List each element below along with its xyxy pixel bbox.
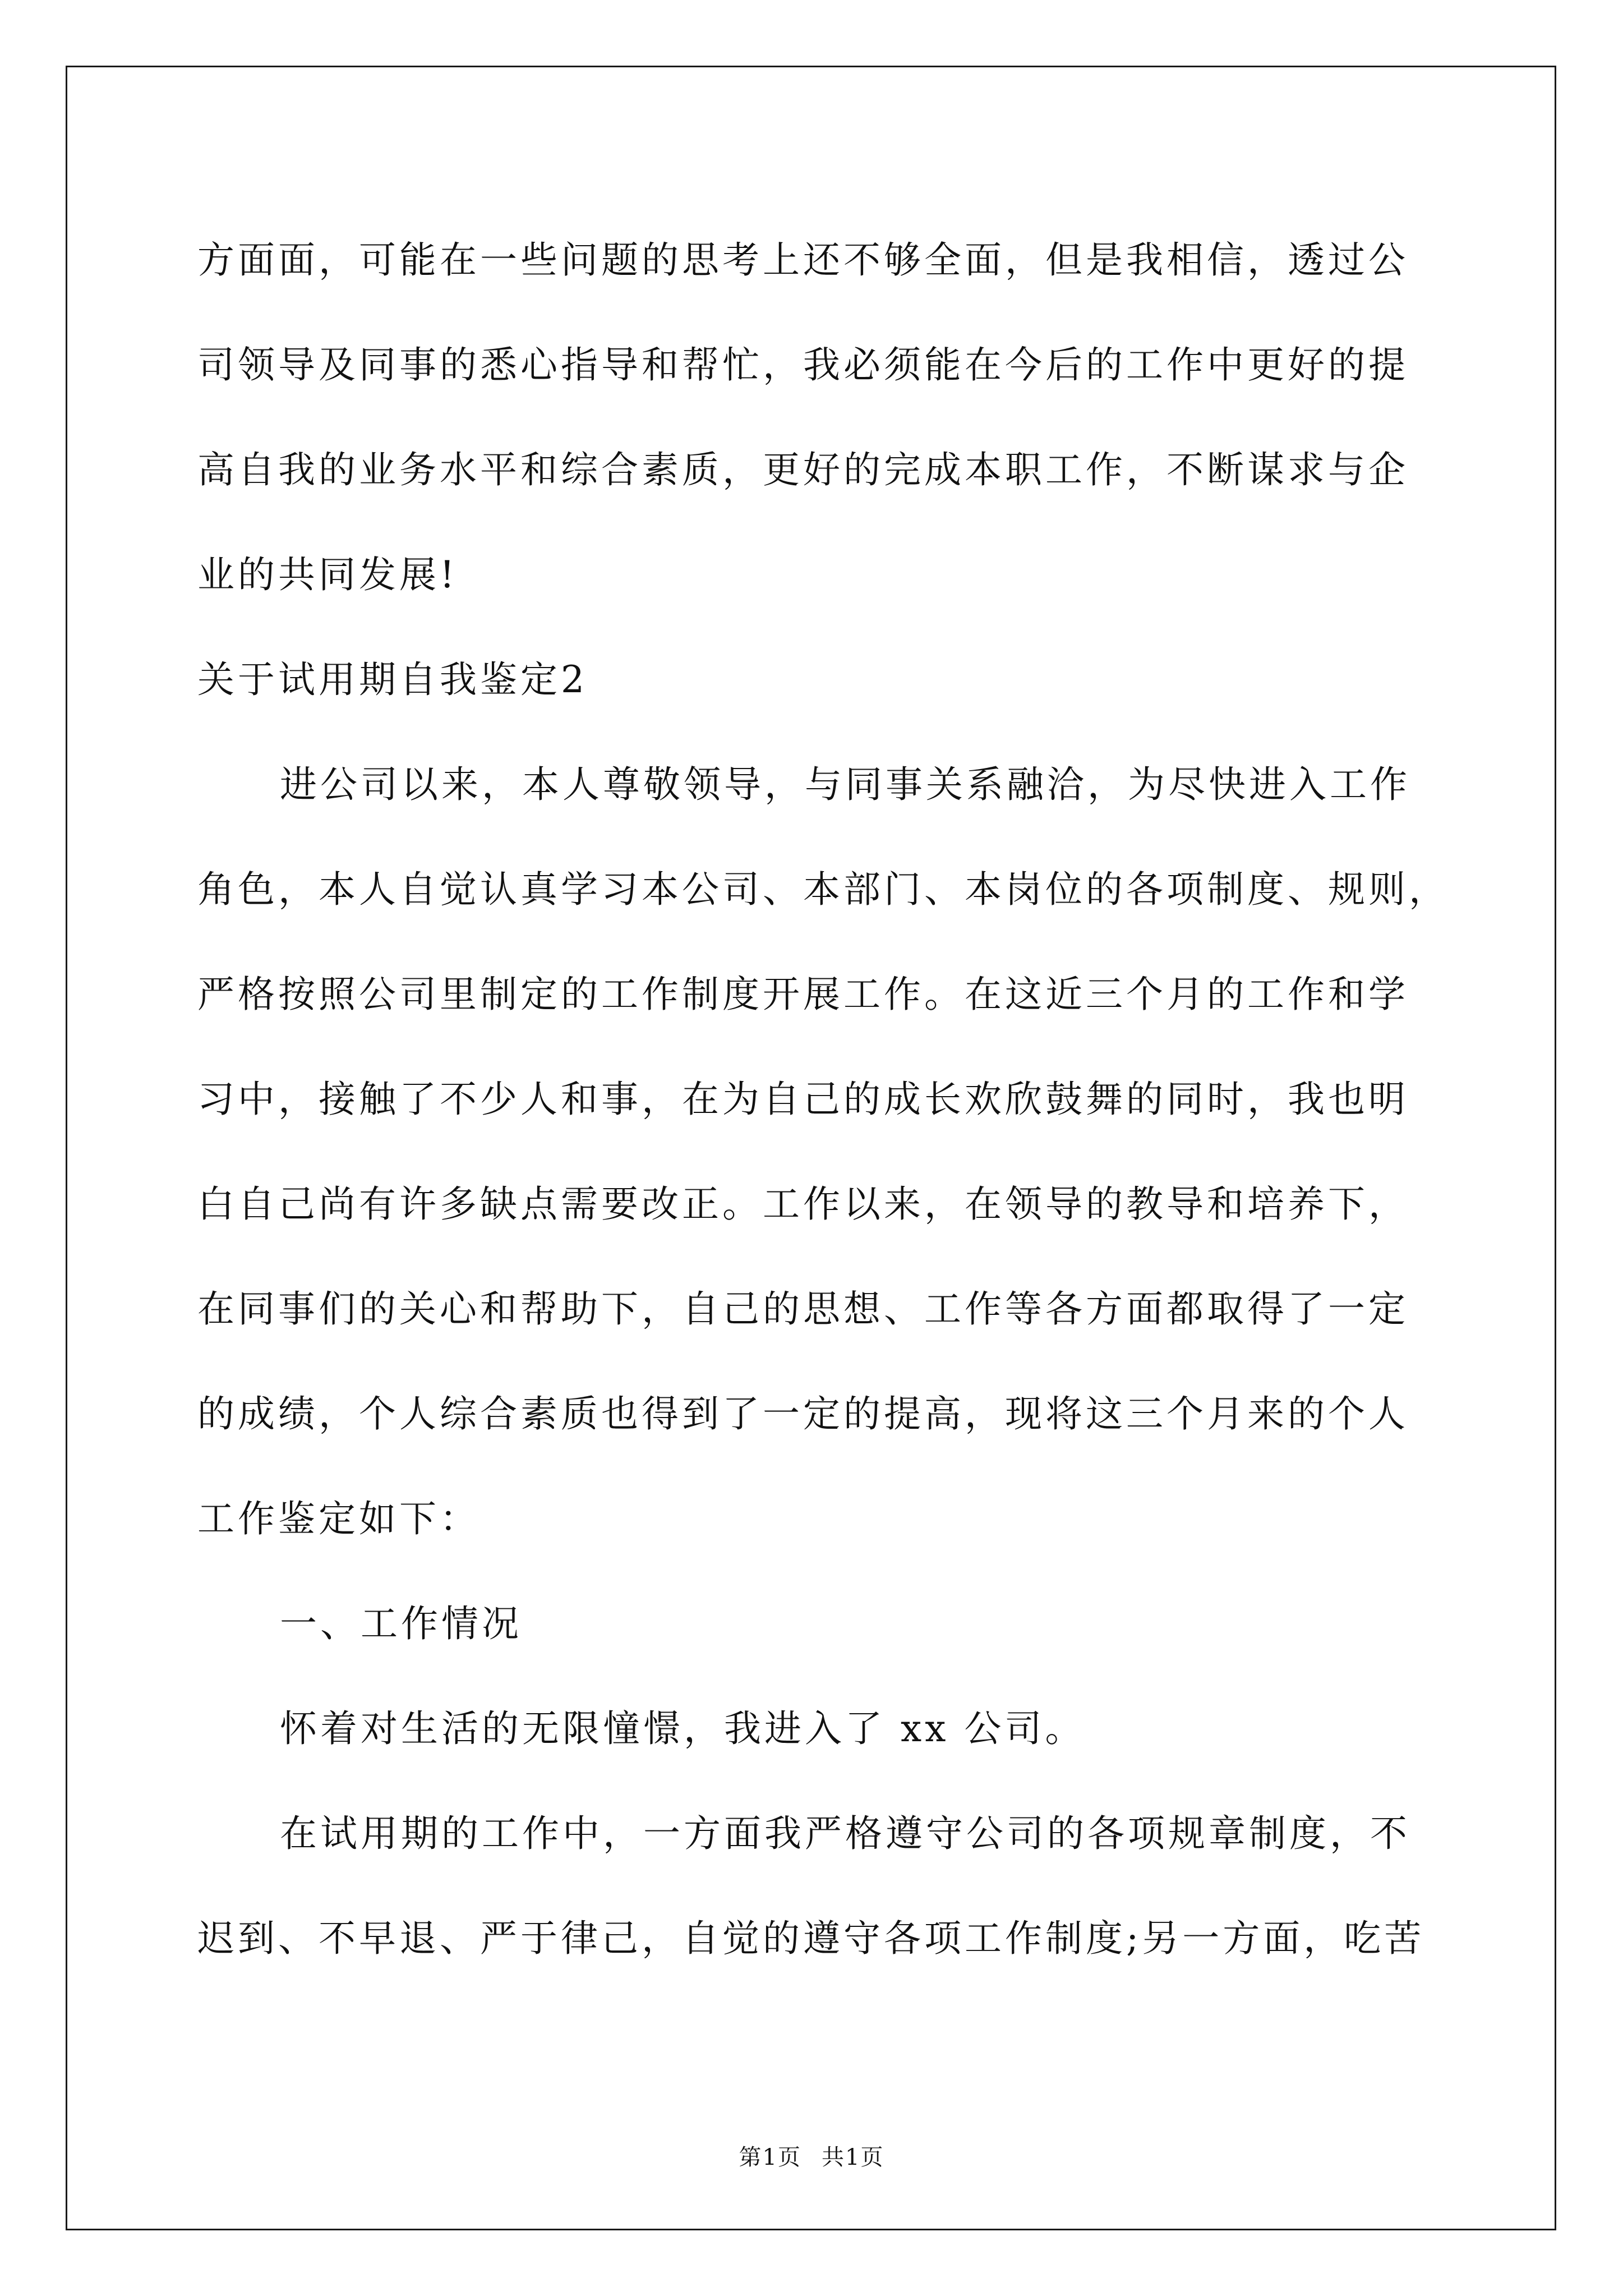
section-heading: 关于试用期自我鉴定2 xyxy=(197,658,588,701)
body-line: 习中，接触了不少人和事，在为自己的成长欢欣鼓舞的同时，我也明 xyxy=(197,1078,1409,1121)
body-line: 怀着对生活的无限憧憬，我进入了 xx 公司。 xyxy=(280,1707,1086,1750)
page-number-total: 共1页 xyxy=(822,2145,884,2170)
body-line: 角色，本人自觉认真学习本公司、本部门、本岗位的各项制度、规则， xyxy=(197,868,1449,911)
body-line: 高自我的业务水平和综合素质，更好的完成本职工作，不断谋求与企 xyxy=(197,448,1409,491)
body-line: 在同事们的关心和帮助下，自己的思想、工作等各方面都取得了一定 xyxy=(197,1287,1409,1331)
body-line: 业的共同发展! xyxy=(197,553,458,596)
body-line: 工作鉴定如下： xyxy=(197,1497,480,1540)
page-footer xyxy=(0,2141,1623,2174)
body-line: 严格按照公司里制定的工作制度开展工作。在这近三个月的工作和学 xyxy=(197,973,1409,1016)
document-body xyxy=(197,208,1449,1991)
body-line: 白自己尚有许多缺点需要改正。工作以来，在领导的教导和培养下， xyxy=(197,1182,1409,1226)
body-line: 迟到、不早退、严于律己，自觉的遵守各项工作制度;另一方面，吃苦 xyxy=(197,1917,1425,1960)
page-number-current: 第1页 xyxy=(739,2145,801,2170)
body-line: 进公司以来，本人尊敬领导，与同事关系融洽，为尽快进入工作 xyxy=(280,763,1410,806)
body-line: 在试用期的工作中，一方面我严格遵守公司的各项规章制度，不 xyxy=(280,1812,1410,1855)
subsection-heading: 一、工作情况 xyxy=(280,1602,522,1645)
body-line: 的成绩，个人综合素质也得到了一定的提高，现将这三个月来的个人 xyxy=(197,1392,1409,1435)
body-line: 方面面，可能在一些问题的思考上还不够全面，但是我相信，透过公 xyxy=(197,238,1409,282)
body-line: 司领导及同事的悉心指导和帮忙，我必须能在今后的工作中更好的提 xyxy=(197,343,1409,386)
